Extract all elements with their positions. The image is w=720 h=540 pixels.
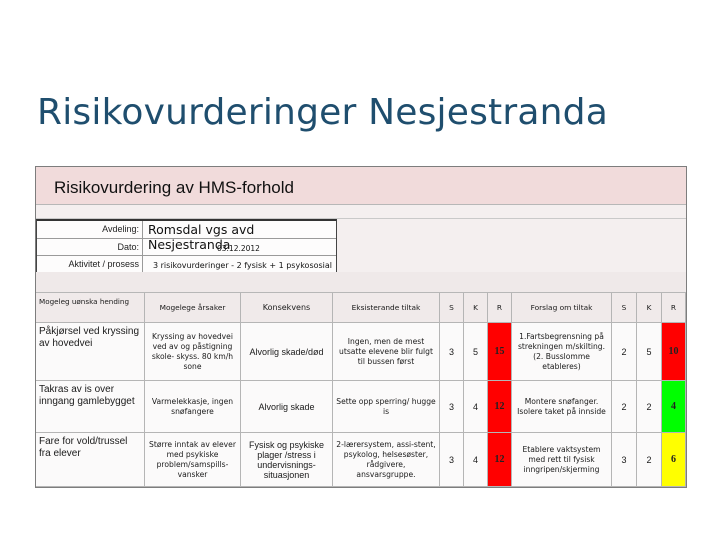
row-1-r: 15 xyxy=(488,323,512,381)
row-2-k: 4 xyxy=(464,381,488,433)
header-konsekvens: Konsekvens xyxy=(241,293,333,323)
row-3-s: 3 xyxy=(440,433,464,487)
dato-label: Dato: xyxy=(117,242,139,252)
row-3-hendelse: Fare for vold/trussel fra elever xyxy=(36,433,145,487)
header-hendelse: Mogeleg uønska hending xyxy=(36,293,145,323)
header-s2: S xyxy=(612,293,637,323)
slide-title: Risikovurderinger Nesjestranda xyxy=(37,92,608,133)
row-3-k: 4 xyxy=(464,433,488,487)
header-k: K xyxy=(464,293,488,323)
row-1-forslag: 1.Fartsbegrensning på strekningen m/skilting. (2. Busslomme etableres) xyxy=(512,323,612,381)
avdeling-value: Romsdal vgs avd Nesjestranda xyxy=(148,222,255,252)
row-1-s: 3 xyxy=(440,323,464,381)
row-1-k2: 5 xyxy=(637,323,662,381)
row-1-tiltak: Ingen, men de mest utsatte elevene blir fulgt til bussen først xyxy=(333,323,440,381)
row-3-s2: 3 xyxy=(612,433,637,487)
header-s: S xyxy=(440,293,464,323)
row-2-arsaker: Varmelekkasje, ingen snøfangere xyxy=(145,381,241,433)
info-box xyxy=(36,219,337,274)
row-3-r: 12 xyxy=(488,433,512,487)
row-2-konsekvens: Alvorlig skade xyxy=(241,381,333,433)
row-2-hendelse: Takras av is over inngang gamlebygget xyxy=(36,381,145,433)
header-r: R xyxy=(488,293,512,323)
row-3-r2: 6 xyxy=(662,433,686,487)
row-2-forslag: Montere snøfanger. Isolere taket på innside xyxy=(512,381,612,433)
risk-assessment-sheet xyxy=(35,166,687,488)
sheet-title: Risikovurdering av HMS-forhold xyxy=(54,178,294,197)
row-3-arsaker: Større inntak av elever med psykiske problem/samspills-vansker xyxy=(145,433,241,487)
header-tiltak: Eksisterande tiltak xyxy=(333,293,440,323)
row-3-forslag: Etablere vaktsystem med rett til fysisk inngripen/skjerming xyxy=(512,433,612,487)
row-1-hendelse: Påkjørsel ved kryssing av hovedvei xyxy=(36,323,145,381)
row-2-r: 12 xyxy=(488,381,512,433)
row-1-konsekvens: Alvorlig skade/død xyxy=(241,323,333,381)
row-1-r2: 10 xyxy=(662,323,686,381)
spacer-row xyxy=(36,272,686,293)
row-2-k2: 2 xyxy=(637,381,662,433)
row-1-arsaker: Kryssing av hovedvei ved av og påstigning skole- skyss. 80 km/h sone xyxy=(145,323,241,381)
row-2-s2: 2 xyxy=(612,381,637,433)
dato-value: 03.12.2012 xyxy=(217,244,260,253)
aktivitet-label: Aktivitet / prosess xyxy=(68,259,139,269)
header-k2: K xyxy=(637,293,662,323)
header-r2: R xyxy=(662,293,686,323)
aktivitet-value: 3 risikovurderinger - 2 fysisk + 1 psykososial xyxy=(153,261,333,270)
row-2-tiltak: Sette opp sperring/ hugge is xyxy=(333,381,440,433)
sheet-title-band xyxy=(36,167,686,205)
row-3-konsekvens: Fysisk og psykiske plager /stress i undervisnings-situasjonen xyxy=(241,433,333,487)
row-1-k: 5 xyxy=(464,323,488,381)
row-1-s2: 2 xyxy=(612,323,637,381)
row-3-k2: 2 xyxy=(637,433,662,487)
header-arsaker: Mogelege årsaker xyxy=(145,293,241,323)
row-2-s: 3 xyxy=(440,381,464,433)
row-2-r2: 4 xyxy=(662,381,686,433)
info-spacer xyxy=(36,204,686,219)
risk-table xyxy=(36,293,686,487)
header-forslag: Forslag om tiltak xyxy=(512,293,612,323)
avdeling-label: Avdeling: xyxy=(102,224,139,234)
row-3-tiltak: 2-lærersystem, assi-stent, psykolog, helsesøster, rådgivere, ansvarsgruppe. xyxy=(333,433,440,487)
